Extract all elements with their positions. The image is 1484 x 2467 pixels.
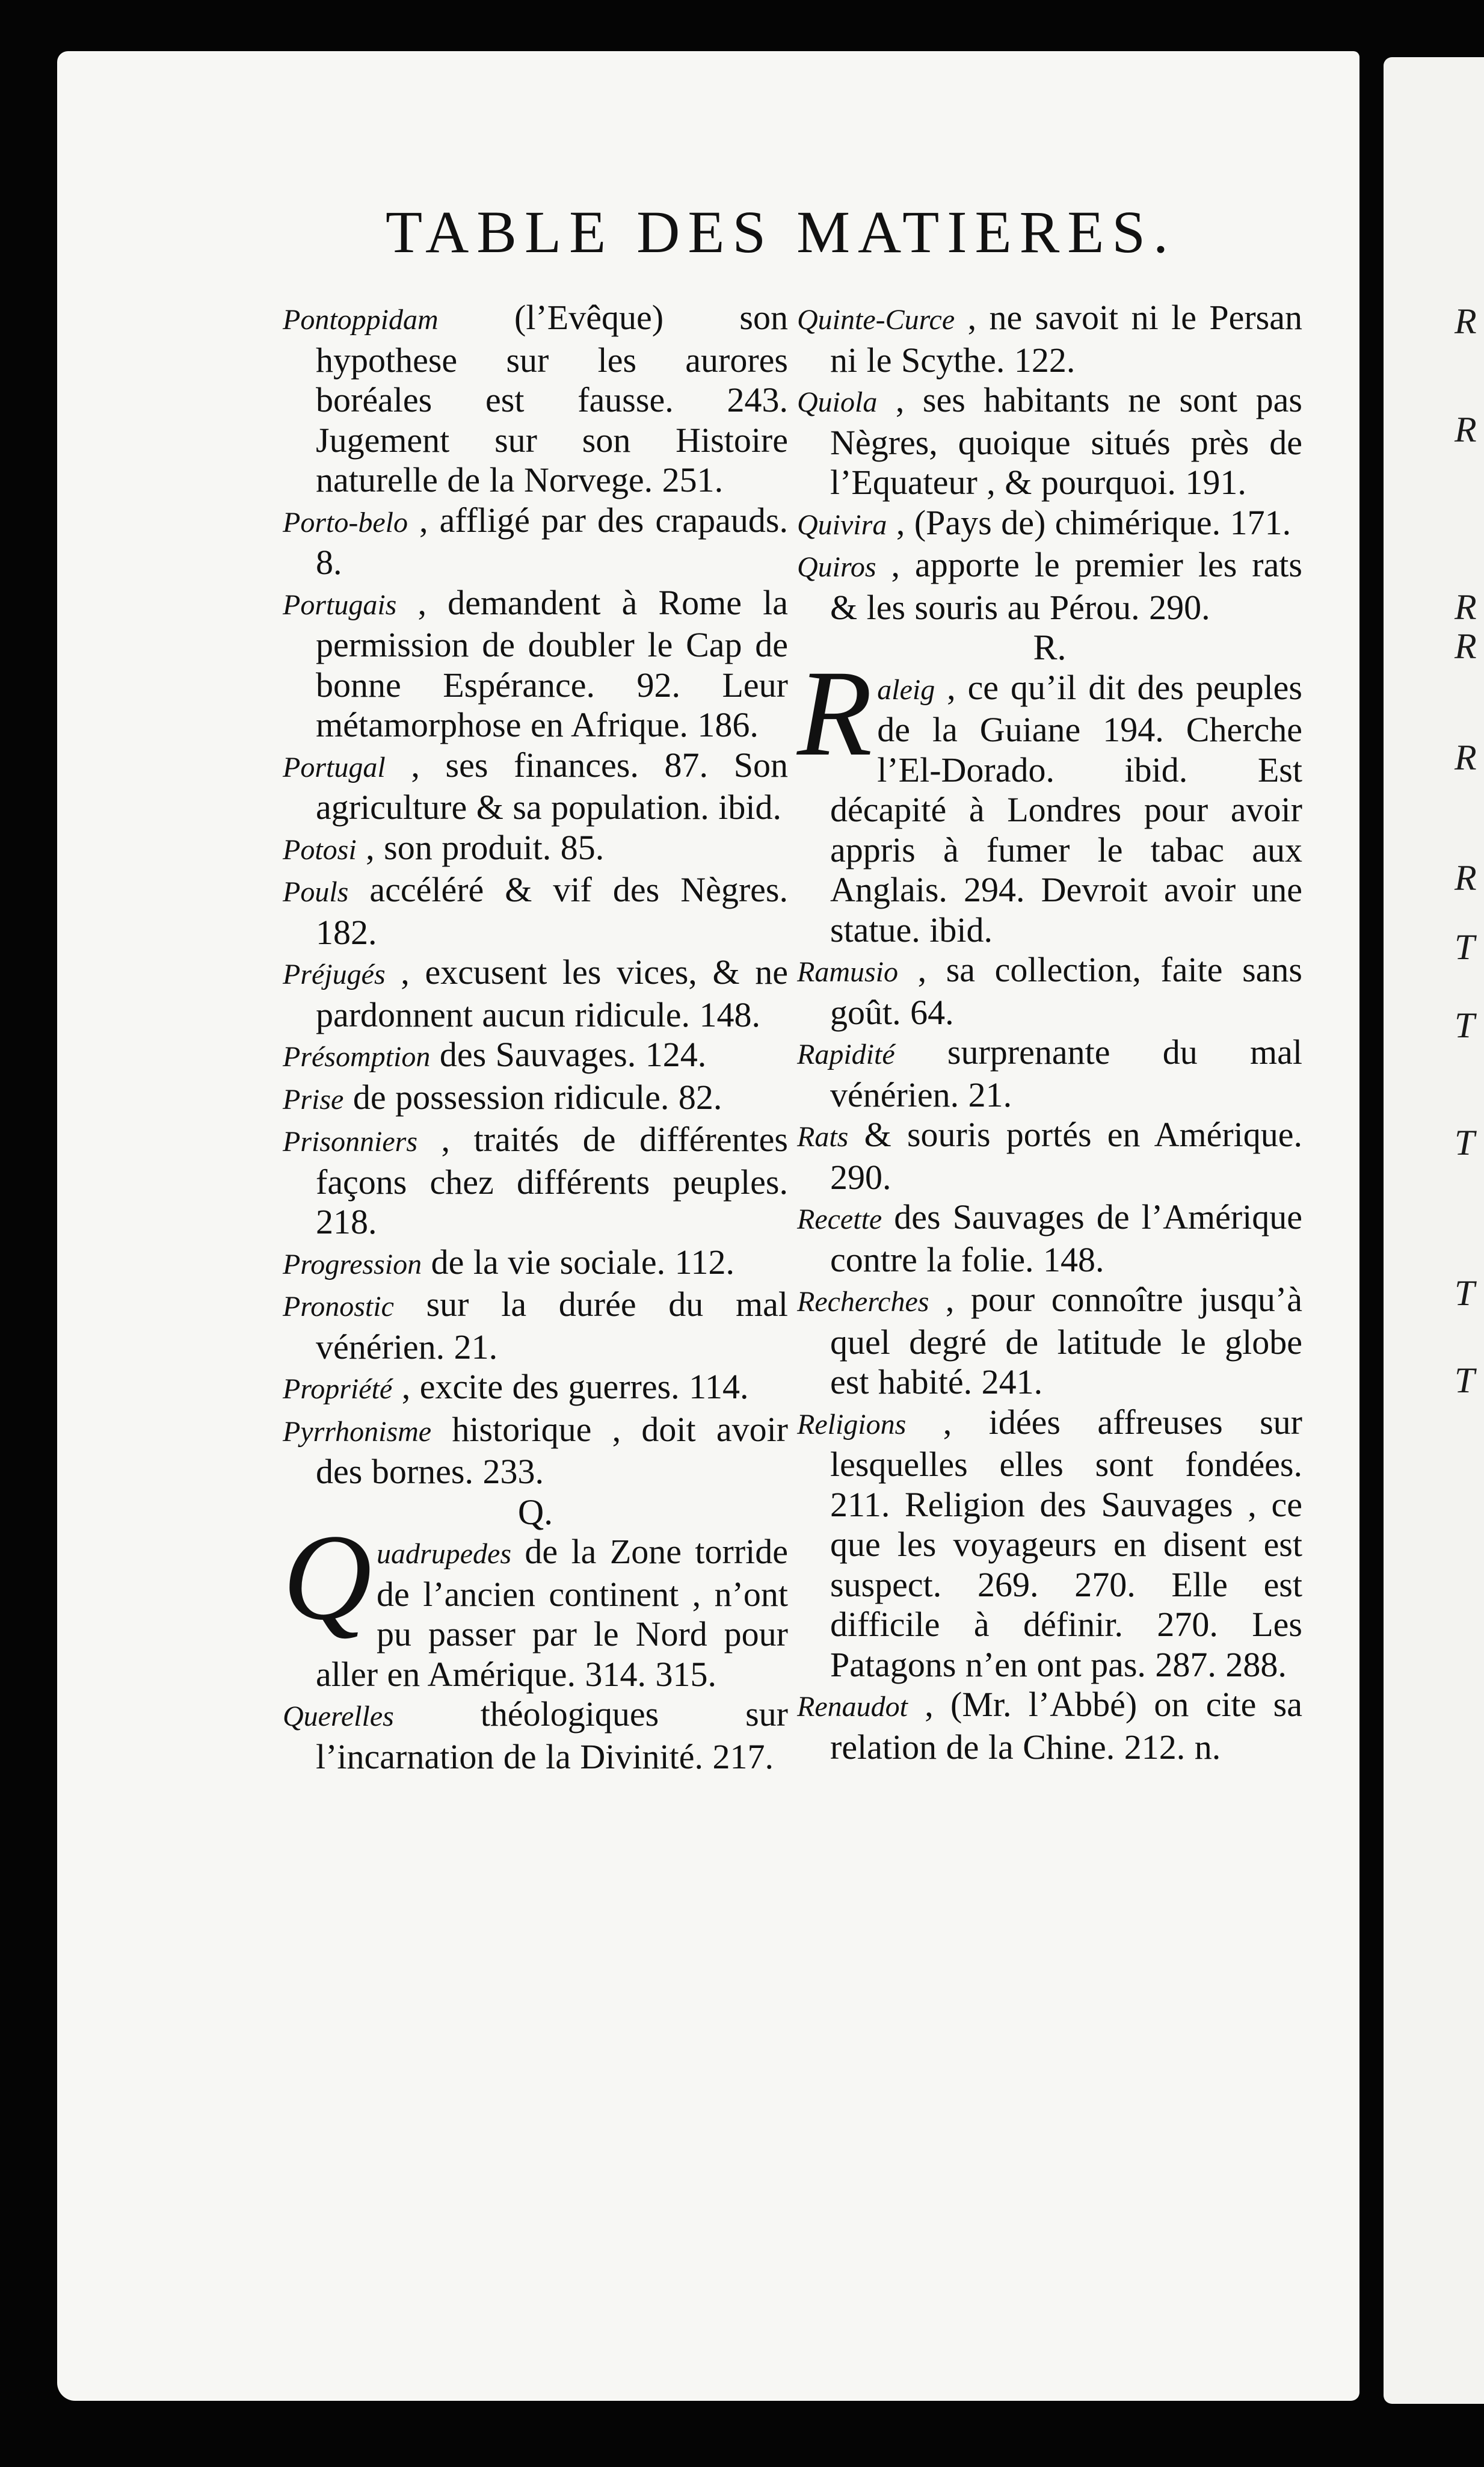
index-entry	[797, 1685, 1302, 1767]
entry-text: , (Mr. l’Abbé) on cite sa relation de la Chine. 212. n.	[830, 1685, 1302, 1767]
entry-line	[797, 502, 1302, 546]
index-entry	[797, 1197, 1302, 1280]
entry-headword: Préjugés	[283, 959, 386, 990]
entry-line	[283, 1367, 788, 1410]
entry-headword: Prisonniers	[283, 1126, 418, 1158]
entry-line	[797, 545, 1302, 628]
entry-headword: uadrupedes	[377, 1538, 512, 1570]
next-page-fragment: R	[1455, 410, 1477, 449]
index-entry-quadrupedes	[283, 1509, 788, 1694]
entry-headword: Présomption	[283, 1041, 431, 1073]
entry-text: accéléré & vif des Nègres. 182.	[316, 870, 788, 952]
entry-line	[283, 953, 788, 1035]
index-entry	[283, 1243, 788, 1285]
next-page-fragment: T	[1455, 1273, 1475, 1313]
entry-text: , sa collection, faite sans goût. 64.	[830, 950, 1302, 1032]
index-column-left	[283, 298, 788, 1777]
entry-line	[797, 1115, 1302, 1197]
entry-text: historique , doit avoir des bornes. 233.	[316, 1409, 788, 1491]
index-entry	[283, 746, 788, 828]
index-entry	[797, 950, 1302, 1033]
index-entry	[283, 1120, 788, 1243]
entry-headword: Quiola	[797, 386, 878, 418]
index-entry	[283, 1078, 788, 1120]
next-page-fragment: R	[1455, 858, 1477, 898]
entry-line	[283, 582, 788, 746]
index-entry	[797, 545, 1302, 628]
entry-text: , (Pays de) chimérique. 171.	[887, 502, 1292, 542]
entry-headword: Quiros	[797, 551, 876, 583]
index-entry	[283, 870, 788, 953]
index-entry	[797, 1403, 1302, 1685]
entry-line	[797, 1197, 1302, 1280]
entry-line	[283, 1120, 788, 1243]
entry-text: théologiques sur l’incarnation de la Divinité. 217.	[316, 1694, 788, 1776]
entry-line	[283, 1077, 788, 1120]
entry-headword: Prise	[283, 1083, 344, 1116]
entry-text: sur la durée du mal vénérien. 21.	[316, 1285, 788, 1366]
entry-text: , apporte le premier les rats & les souris au Pérou. 290.	[830, 545, 1302, 627]
entry-text: des Sauvages. 124.	[430, 1035, 707, 1074]
index-entry	[797, 380, 1302, 503]
entry-text: , ses habitants ne sont pas Nègres, quoique situés près de l’Equateur , & pourquoi. 191.	[830, 380, 1302, 502]
entry-line	[283, 298, 788, 501]
entry-headword: Rapidité	[797, 1039, 895, 1070]
entry-headword: Ramusio	[797, 956, 898, 988]
index-entry	[797, 298, 1302, 380]
index-entry	[797, 1115, 1302, 1197]
entry-line	[797, 1280, 1302, 1403]
entry-text: , ce qu’il dit des peuples de la Guiane 194. Cherche l’El-Dorado. ibid. Est décapité à Londres pour avoir appris à fumer le tabac aux Anglais. 294. Devroit avoir une statue. ibid.	[830, 667, 1302, 949]
next-page-fragment: T	[1455, 1123, 1475, 1162]
entry-text: , traités de différentes façons chez différents peuples. 218.	[316, 1120, 788, 1241]
entry-headword: Quinte-Curce	[797, 304, 955, 336]
next-page-fragment: T	[1455, 927, 1475, 967]
next-page-fragment: T	[1455, 1005, 1475, 1045]
entry-headword: Rats	[797, 1121, 849, 1153]
entry-text: , son produit. 85.	[356, 827, 605, 867]
entry-headword: Religions	[797, 1408, 907, 1440]
entry-text: , pour connoître jusqu’à quel degré de latitude le globe est habité. 241.	[830, 1280, 1302, 1401]
entry-text: de la Zone torride de l’ancien continent , n’ont pu passer par le Nord pour aller en Amérique. 314. 315.	[316, 1532, 788, 1694]
index-entry	[283, 1410, 788, 1492]
entry-line	[797, 1402, 1302, 1685]
index-entry	[797, 503, 1302, 546]
page-title: TABLE DES MATIERES.	[386, 199, 1176, 265]
next-page-fragment: T	[1455, 1360, 1475, 1400]
entry-text: , affligé par des crapauds. 8.	[316, 500, 788, 582]
entry-headword: Pyrrhonisme	[283, 1415, 432, 1448]
next-page-fragment: R	[1455, 301, 1477, 341]
entry-headword: Progression	[283, 1248, 422, 1280]
entry-text: des Sauvages de l’Amérique contre la folie. 148.	[830, 1197, 1302, 1279]
index-entry	[283, 1035, 788, 1078]
index-entry-raleig	[797, 644, 1302, 951]
next-page-edge	[1384, 57, 1484, 2404]
entry-text: , excite des guerres. 114.	[392, 1367, 749, 1406]
entry-text: surprenante du mal vénérien. 21.	[830, 1033, 1302, 1114]
entry-headword: Potosi	[283, 833, 357, 866]
index-entry	[283, 298, 788, 501]
entry-headword: Propriété	[283, 1373, 393, 1405]
next-page-fragment: R	[1455, 626, 1477, 666]
entry-headword: aleig	[877, 673, 935, 706]
index-entry	[283, 1285, 788, 1367]
index-entry	[283, 828, 788, 871]
entry-headword: Portugais	[283, 588, 397, 621]
index-entry	[797, 1033, 1302, 1115]
entry-line	[797, 298, 1302, 380]
index-entry	[283, 1694, 788, 1777]
index-entry	[283, 501, 788, 583]
entry-headword: Recette	[797, 1203, 882, 1235]
entry-line	[283, 1694, 788, 1777]
entry-headword: Querelles	[283, 1700, 394, 1732]
entry-text: de possession ridicule. 82.	[343, 1077, 722, 1117]
entry-line	[283, 1409, 788, 1492]
entry-line	[283, 1035, 788, 1078]
drop-cap-r: R	[797, 644, 873, 782]
entry-line	[283, 827, 788, 871]
entry-headword: Pontoppidam	[283, 304, 439, 336]
section-letter-q: Q.	[517, 1492, 553, 1532]
section-letter-r: R.	[1033, 628, 1067, 667]
entry-headword: Portugal	[283, 751, 386, 783]
entry-text: , ses finances. 87. Son agriculture & sa population. ibid.	[316, 745, 788, 827]
entry-text: , idées affreuses sur lesquelles elles sont fondées. 211. Religion des Sauvages , ce que les voyageurs en disent est suspect. 269. 270. Elle est difficile à définir. 270. Les Patagons n’en ont pas. 287. 288.	[830, 1402, 1302, 1684]
entry-headword: Recherches	[797, 1286, 929, 1318]
entry-text: , excusent les vices, & ne pardonnent aucun ridicule. 148.	[316, 953, 788, 1034]
index-entry	[283, 1367, 788, 1410]
entry-line	[797, 1033, 1302, 1115]
entry-text: (l’Evêque) son hypothese sur les aurores boréales est fausse. 243. Jugement sur son Histoire naturelle de la Norvege. 251.	[316, 298, 788, 499]
entry-text: & souris portés en Amérique. 290.	[830, 1115, 1302, 1197]
drop-cap-q: Q	[283, 1509, 372, 1646]
entry-headword: Renaudot	[797, 1691, 908, 1723]
entry-headword: Quivira	[797, 508, 887, 541]
entry-headword: Porto-belo	[283, 506, 408, 539]
entry-line	[283, 1285, 788, 1367]
next-page-fragment: R	[1455, 587, 1477, 627]
entry-text: , demandent à Rome la permission de doubler le Cap de bonne Espérance. 92. Leur métamorphose en Afrique. 186.	[316, 582, 788, 744]
entry-line	[797, 1685, 1302, 1767]
entry-line	[797, 950, 1302, 1033]
entry-headword: Pronostic	[283, 1291, 394, 1323]
index-column-right	[797, 298, 1302, 1767]
index-entry	[283, 953, 788, 1035]
entry-line	[283, 870, 788, 953]
next-page-fragment: R	[1455, 738, 1477, 777]
index-entry	[283, 583, 788, 746]
entry-text: de la vie sociale. 112.	[422, 1242, 734, 1282]
entry-line	[283, 500, 788, 583]
entry-headword: Pouls	[283, 876, 349, 908]
entry-line	[283, 1242, 788, 1285]
entry-text: , ne savoit ni le Persan ni le Scythe. 122.	[830, 298, 1302, 380]
entry-line	[797, 380, 1302, 503]
entry-line	[283, 745, 788, 828]
index-entry	[797, 1280, 1302, 1403]
